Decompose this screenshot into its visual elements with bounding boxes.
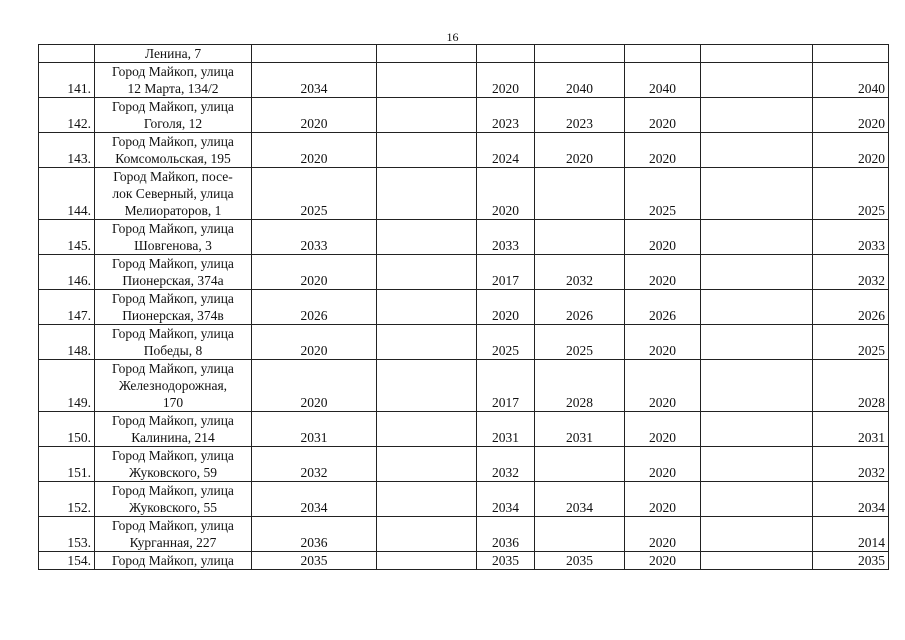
- year-cell-c2: [377, 98, 477, 133]
- table-row: [39, 133, 889, 168]
- address-cell: Город Майкоп, улица: [95, 552, 252, 570]
- year-cell-c6: [701, 325, 813, 360]
- year-cell-c7: 2020: [813, 98, 889, 133]
- address-cell: Город Майкоп, улица Комсомольская, 195: [95, 133, 252, 168]
- row-number: 150.: [39, 412, 95, 447]
- year-cell-c3: 2033: [477, 220, 535, 255]
- year-cell-c1: 2026: [252, 290, 377, 325]
- year-cell-c2: [377, 290, 477, 325]
- year-cell-c5: 2020: [625, 412, 701, 447]
- row-number: 148.: [39, 325, 95, 360]
- row-number: 141.: [39, 63, 95, 98]
- row-number: 145.: [39, 220, 95, 255]
- row-number: 153.: [39, 517, 95, 552]
- table-row: [39, 360, 889, 412]
- year-cell-c2: [377, 63, 477, 98]
- year-cell-c1: 2020: [252, 133, 377, 168]
- year-cell-c5: 2020: [625, 255, 701, 290]
- year-cell-c2: [377, 447, 477, 482]
- year-cell-c7: 2034: [813, 482, 889, 517]
- year-cell-c7: 2025: [813, 168, 889, 220]
- year-cell-c4: 2035: [535, 552, 625, 570]
- year-cell-c7: 2025: [813, 325, 889, 360]
- year-cell-c6: [701, 255, 813, 290]
- year-cell-c7: 2028: [813, 360, 889, 412]
- row-number: 147.: [39, 290, 95, 325]
- year-cell-c5: 2040: [625, 63, 701, 98]
- year-cell-c3: 2036: [477, 517, 535, 552]
- year-cell-c1: 2032: [252, 447, 377, 482]
- year-cell-c1: 2025: [252, 168, 377, 220]
- year-cell-c1: 2036: [252, 517, 377, 552]
- table-row: [39, 220, 889, 255]
- year-cell-c6: [701, 63, 813, 98]
- year-cell-c4: [535, 168, 625, 220]
- year-cell-c6: [701, 220, 813, 255]
- year-cell-c5: 2026: [625, 290, 701, 325]
- year-cell-c4: 2031: [535, 412, 625, 447]
- year-cell-c5: 2020: [625, 517, 701, 552]
- page-number: 16: [446, 30, 459, 44]
- table-row: [39, 45, 889, 63]
- address-cell: Город Майкоп, улица Калинина, 214: [95, 412, 252, 447]
- row-number: 149.: [39, 360, 95, 412]
- year-cell-c3: 2020: [477, 63, 535, 98]
- address-cell: Ленина, 7: [95, 45, 252, 63]
- address-cell: Город Майкоп, улица Жуковского, 59: [95, 447, 252, 482]
- year-cell-c6: [701, 290, 813, 325]
- row-number: 144.: [39, 168, 95, 220]
- year-cell-c7: 2026: [813, 290, 889, 325]
- year-cell-c5: 2020: [625, 482, 701, 517]
- row-number: [39, 45, 95, 63]
- year-cell-c4: [535, 517, 625, 552]
- year-cell-c2: [377, 412, 477, 447]
- row-number: 152.: [39, 482, 95, 517]
- year-cell-c4: [535, 45, 625, 63]
- year-cell-c5: 2025: [625, 168, 701, 220]
- year-cell-c6: [701, 552, 813, 570]
- year-cell-c1: 2033: [252, 220, 377, 255]
- year-cell-c3: 2023: [477, 98, 535, 133]
- year-cell-c6: [701, 412, 813, 447]
- year-cell-c6: [701, 133, 813, 168]
- table-body: [39, 45, 889, 570]
- year-cell-c7: [813, 45, 889, 63]
- year-cell-c2: [377, 482, 477, 517]
- table-row: [39, 325, 889, 360]
- year-cell-c2: [377, 133, 477, 168]
- year-cell-c5: 2020: [625, 447, 701, 482]
- year-cell-c5: 2020: [625, 360, 701, 412]
- table-row: [39, 290, 889, 325]
- row-number: 151.: [39, 447, 95, 482]
- year-cell-c1: 2020: [252, 255, 377, 290]
- year-cell-c4: 2034: [535, 482, 625, 517]
- year-cell-c4: [535, 220, 625, 255]
- year-cell-c3: 2017: [477, 255, 535, 290]
- year-cell-c1: 2020: [252, 98, 377, 133]
- address-cell: Город Майкоп, улица Гоголя, 12: [95, 98, 252, 133]
- year-cell-c6: [701, 447, 813, 482]
- year-cell-c3: 2017: [477, 360, 535, 412]
- year-cell-c2: [377, 45, 477, 63]
- year-cell-c2: [377, 168, 477, 220]
- year-cell-c4: 2020: [535, 133, 625, 168]
- year-cell-c3: 2032: [477, 447, 535, 482]
- year-cell-c5: 2020: [625, 325, 701, 360]
- address-cell: Город Майкоп, улица 12 Марта, 134/2: [95, 63, 252, 98]
- address-cell: Город Майкоп, улица Жуковского, 55: [95, 482, 252, 517]
- year-cell-c2: [377, 552, 477, 570]
- address-cell: Город Майкоп, посе- лок Северный, улица Мелиораторов, 1: [95, 168, 252, 220]
- year-cell-c7: 2020: [813, 133, 889, 168]
- table-row: [39, 447, 889, 482]
- year-cell-c7: 2035: [813, 552, 889, 570]
- table-row: [39, 168, 889, 220]
- table-row: [39, 63, 889, 98]
- year-cell-c7: 2032: [813, 255, 889, 290]
- year-cell-c7: 2032: [813, 447, 889, 482]
- year-cell-c1: 2031: [252, 412, 377, 447]
- year-cell-c4: 2026: [535, 290, 625, 325]
- year-cell-c1: 2035: [252, 552, 377, 570]
- year-cell-c4: 2032: [535, 255, 625, 290]
- year-cell-c7: 2031: [813, 412, 889, 447]
- year-cell-c3: 2031: [477, 412, 535, 447]
- year-cell-c7: 2040: [813, 63, 889, 98]
- year-cell-c3: [477, 45, 535, 63]
- year-cell-c6: [701, 98, 813, 133]
- address-cell: Город Майкоп, улица Железнодорожная, 170: [95, 360, 252, 412]
- table-row: [39, 552, 889, 570]
- table-row: [39, 482, 889, 517]
- year-cell-c4: 2025: [535, 325, 625, 360]
- year-cell-c3: 2020: [477, 168, 535, 220]
- year-cell-c6: [701, 482, 813, 517]
- row-number: 154.: [39, 552, 95, 570]
- year-cell-c5: 2020: [625, 552, 701, 570]
- year-cell-c1: 2020: [252, 360, 377, 412]
- year-cell-c2: [377, 255, 477, 290]
- year-cell-c4: 2028: [535, 360, 625, 412]
- row-number: 142.: [39, 98, 95, 133]
- table-row: [39, 412, 889, 447]
- year-cell-c5: [625, 45, 701, 63]
- year-cell-c3: 2035: [477, 552, 535, 570]
- year-cell-c6: [701, 517, 813, 552]
- address-cell: Город Майкоп, улица Пионерская, 374в: [95, 290, 252, 325]
- year-cell-c6: [701, 45, 813, 63]
- year-cell-c4: 2023: [535, 98, 625, 133]
- address-cell: Город Майкоп, улица Курганная, 227: [95, 517, 252, 552]
- year-cell-c3: 2025: [477, 325, 535, 360]
- year-cell-c1: 2034: [252, 63, 377, 98]
- address-cell: Город Майкоп, улица Шовгенова, 3: [95, 220, 252, 255]
- row-number: 143.: [39, 133, 95, 168]
- table-row: [39, 255, 889, 290]
- year-cell-c3: 2024: [477, 133, 535, 168]
- year-cell-c4: [535, 447, 625, 482]
- table-row: [39, 517, 889, 552]
- year-cell-c5: 2020: [625, 98, 701, 133]
- year-cell-c7: 2033: [813, 220, 889, 255]
- table-row: [39, 98, 889, 133]
- row-number: 146.: [39, 255, 95, 290]
- address-cell: Город Майкоп, улица Пионерская, 374а: [95, 255, 252, 290]
- year-cell-c2: [377, 325, 477, 360]
- year-cell-c1: [252, 45, 377, 63]
- year-cell-c2: [377, 360, 477, 412]
- year-cell-c7: 2014: [813, 517, 889, 552]
- year-cell-c3: 2020: [477, 290, 535, 325]
- year-cell-c5: 2020: [625, 133, 701, 168]
- year-cell-c6: [701, 168, 813, 220]
- year-cell-c1: 2034: [252, 482, 377, 517]
- year-cell-c6: [701, 360, 813, 412]
- year-cell-c2: [377, 517, 477, 552]
- year-cell-c3: 2034: [477, 482, 535, 517]
- address-cell: Город Майкоп, улица Победы, 8: [95, 325, 252, 360]
- year-cell-c2: [377, 220, 477, 255]
- housing-registry-table: [38, 44, 889, 570]
- year-cell-c5: 2020: [625, 220, 701, 255]
- year-cell-c1: 2020: [252, 325, 377, 360]
- year-cell-c4: 2040: [535, 63, 625, 98]
